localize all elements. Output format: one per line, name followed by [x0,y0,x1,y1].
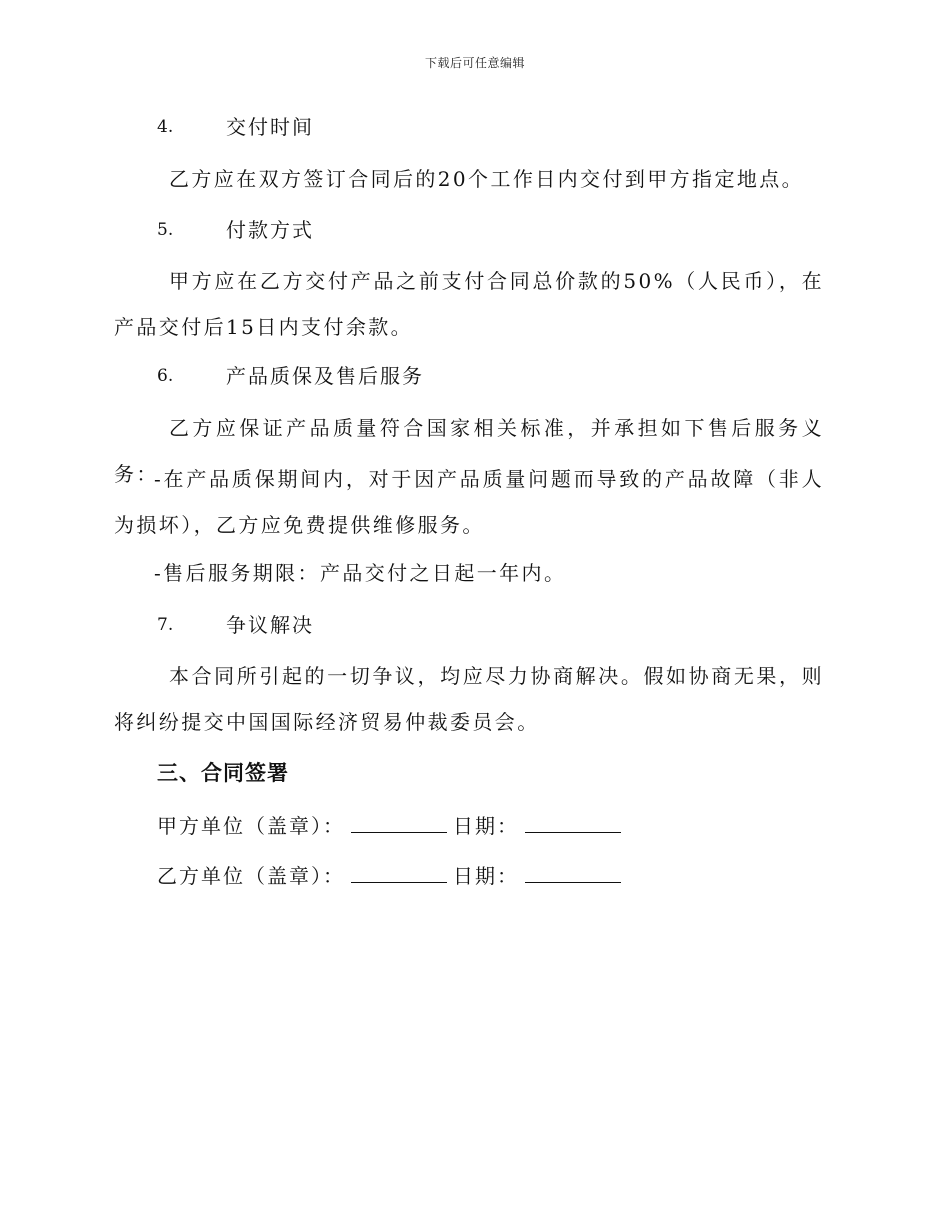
party-b-label: 乙方单位（盖章）： [157,864,345,888]
section-heading-6 [0,353,950,399]
section-number: 4. [157,117,174,137]
party-a-date-blank[interactable] [525,812,621,833]
section-heading-7 [0,602,950,648]
party-b-date-blank[interactable] [525,862,621,883]
party-a-seal-blank[interactable] [351,812,447,833]
section-number: 7. [157,615,174,635]
paragraph-warranty-item-1: -在产品质保期间内，对于因产品质量问题而导致的产品故障（非人为损坏），乙方应免费提供维修服务。 [114,467,824,537]
party-a-signature-row [157,810,627,839]
paragraph-dispute: 本合同所引起的一切争议，均应尽力协商解决。假如协商无果，则将纠纷提交中国国际经济贸易仲裁委员会。 [114,664,824,734]
party-b-signature-row [157,860,627,889]
party-b-date-label: 日期： [453,864,519,888]
section-title: 争议解决 [226,613,314,637]
paragraph-payment: 甲方应在乙方交付产品之前支付合同总价款的50%（人民币），在产品交付后15日内支付余款。 [114,269,824,339]
section-number: 6. [157,366,174,386]
party-b-seal-blank[interactable] [351,862,447,883]
section-title: 产品质保及售后服务 [226,364,424,388]
section-number: 5. [157,220,174,240]
signing-section-title: 三、合同签署 [157,760,289,785]
section-heading-5 [0,207,950,253]
section-title: 付款方式 [226,218,314,242]
page-header: 下载后可任意编辑 [424,56,525,70]
paragraph-warranty-item-2: -售后服务期限：产品交付之日起一年内。 [154,561,567,585]
party-a-date-label: 日期： [453,814,519,838]
section-heading-4 [0,104,950,150]
paragraph-warranty-intro: 乙方应保证产品质量符合国家相关标准，并承担如下售后服务义务： [114,416,824,486]
paragraph-delivery: 乙方应在双方签订合同后的20个工作日内交付到甲方指定地点。 [169,167,805,191]
section-title: 交付时间 [226,115,314,139]
party-a-label: 甲方单位（盖章）： [157,814,345,838]
